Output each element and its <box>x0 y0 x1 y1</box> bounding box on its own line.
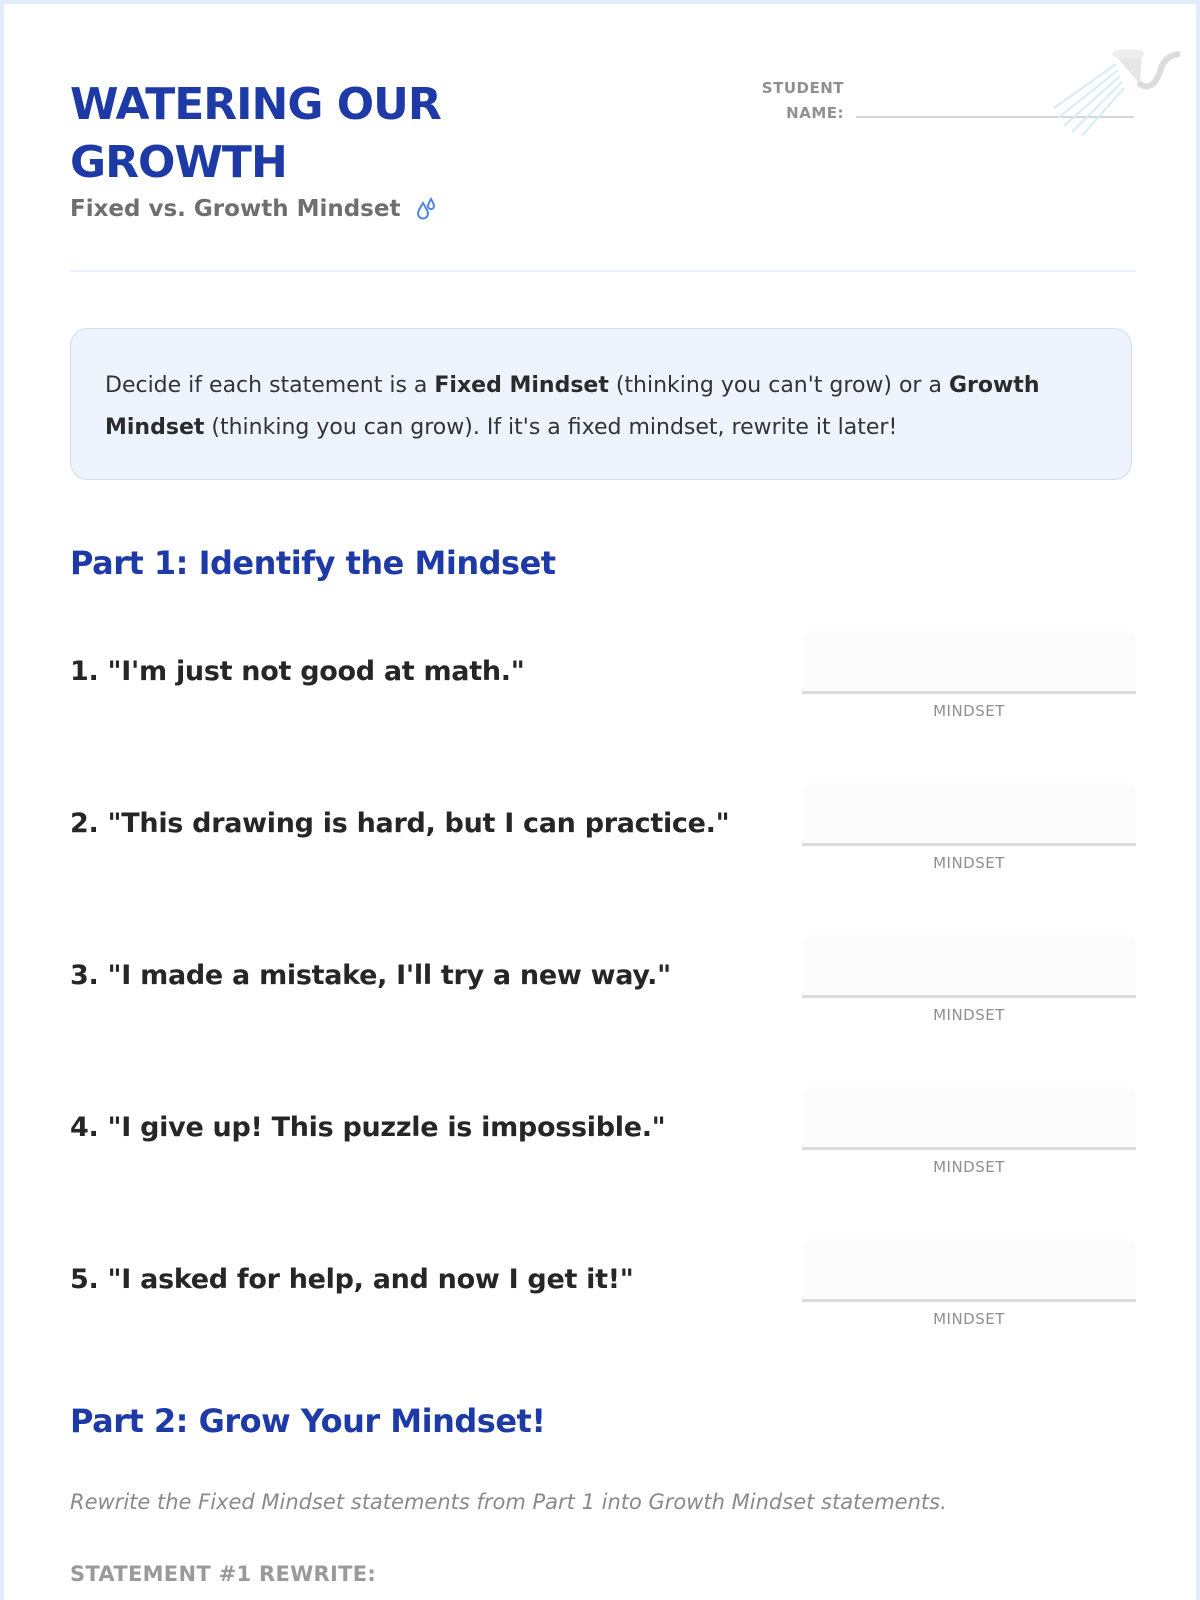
header-divider <box>70 270 1136 272</box>
mindset-answer-input[interactable] <box>802 1238 1136 1302</box>
mindset-answer-input[interactable] <box>802 630 1136 694</box>
instructions-text-1: Decide if each statement is a <box>105 373 435 398</box>
student-name-label: STUDENT NAME: <box>761 79 844 122</box>
page-title: WATERING OUR GROWTH <box>70 79 441 188</box>
mindset-caption: MINDSET <box>933 1006 1005 1024</box>
question-row-5 <box>70 1238 1136 1338</box>
question-text: 5. "I asked for help, and now I get it!" <box>70 1264 634 1295</box>
part2-heading: Part 2: Grow Your Mindset! <box>70 1402 546 1440</box>
mindset-answer-input[interactable] <box>802 782 1136 846</box>
question-row-4 <box>70 1086 1136 1186</box>
worksheet-page <box>4 4 1196 1600</box>
water-drops-icon <box>414 196 440 222</box>
watering-can-icon <box>1044 44 1180 140</box>
instructions-text-2: (thinking you can't grow) or a <box>608 373 949 398</box>
mindset-caption: MINDSET <box>933 1158 1005 1176</box>
part2-instructions: Rewrite the Fixed Mindset statements from Part 1 into Growth Mindset statements. <box>70 1490 947 1514</box>
question-row-2 <box>70 782 1136 882</box>
instructions-box <box>70 328 1132 480</box>
mindset-answer-input[interactable] <box>802 934 1136 998</box>
question-text: 2. "This drawing is hard, but I can practice." <box>70 808 730 839</box>
mindset-answer-input[interactable] <box>802 1086 1136 1150</box>
question-text: 3. "I made a mistake, I'll try a new way." <box>70 960 671 991</box>
part1-heading: Part 1: Identify the Mindset <box>70 544 556 582</box>
question-text: 1. "I'm just not good at math." <box>70 656 525 687</box>
growth-mindset-term: Growth Mindset <box>105 373 1040 440</box>
instructions-text-3: (thinking you can grow). If it's a fixed mindset, rewrite it later! <box>204 415 898 440</box>
mindset-caption: MINDSET <box>933 854 1005 872</box>
question-row-3 <box>70 934 1136 1034</box>
page-subtitle <box>70 196 440 222</box>
question-row-1 <box>70 630 1136 730</box>
question-text: 4. "I give up! This puzzle is impossible." <box>70 1112 666 1143</box>
mindset-caption: MINDSET <box>933 1310 1005 1328</box>
rewrite-label: STATEMENT #1 REWRITE: <box>70 1562 377 1586</box>
mindset-caption: MINDSET <box>933 702 1005 720</box>
subtitle-text: Fixed vs. Growth Mindset <box>70 196 401 222</box>
fixed-mindset-term: Fixed Mindset <box>434 373 609 398</box>
